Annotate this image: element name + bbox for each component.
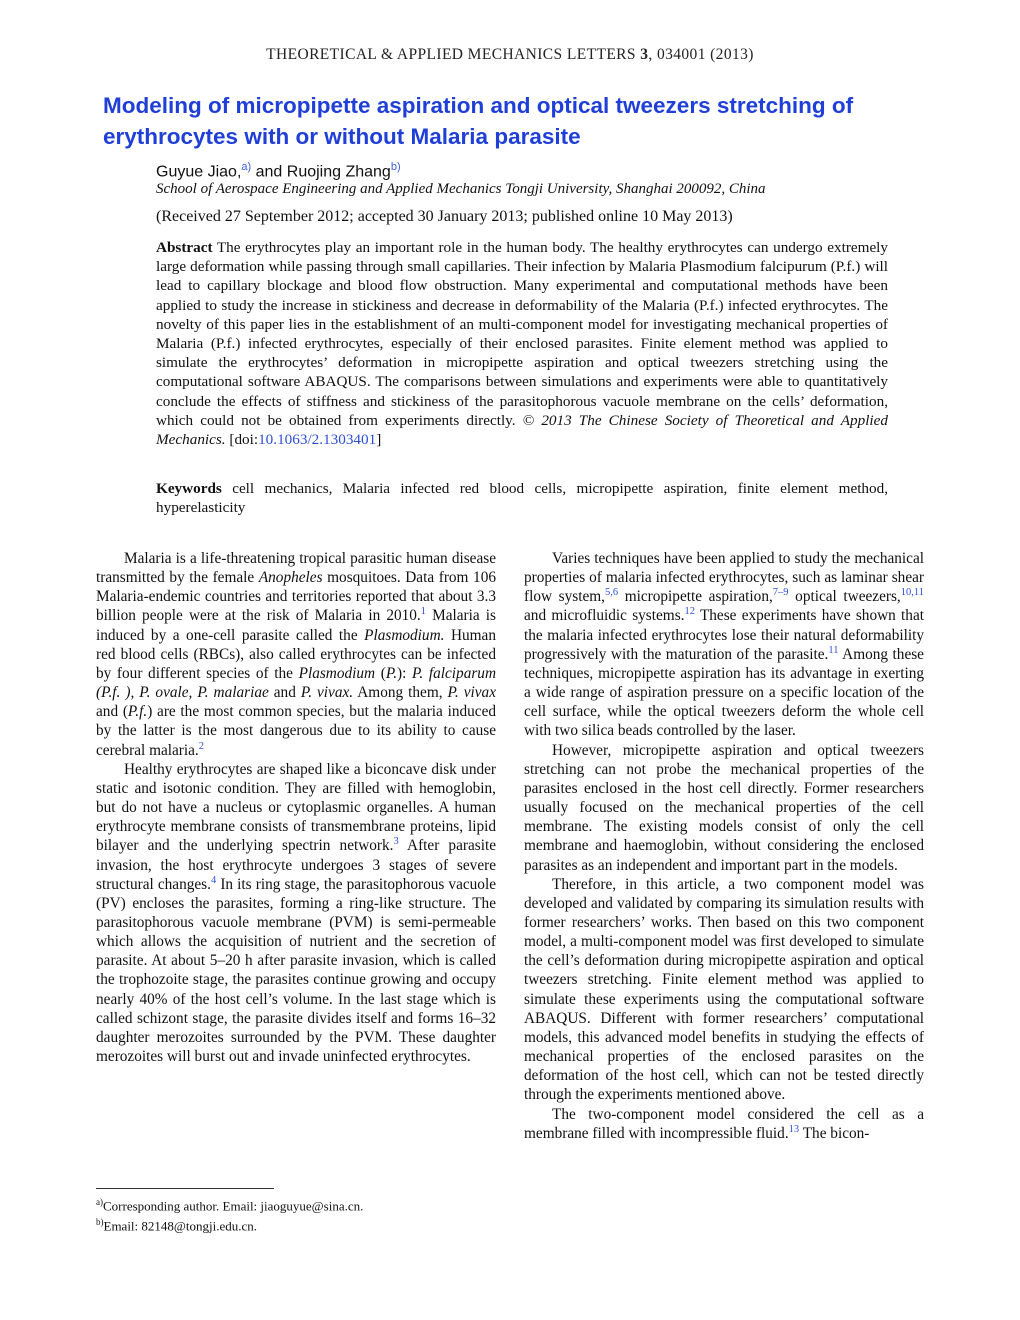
text-run: The bicon- — [799, 1124, 870, 1142]
journal-name: THEORETICAL & APPLIED MECHANICS LETTERS — [266, 46, 636, 63]
footnote-text: Email: 82148@tongji.edu.cn. — [103, 1218, 258, 1234]
right-column — [524, 549, 924, 1143]
text-run: ) are the most common species, but the malaria induced by the latter is the most dangerous due to its ability to cause cerebral malaria. — [96, 703, 497, 759]
abstract-text: The erythrocytes play an important role in the human body. The healthy erythrocytes can undergo extremely large deformation while passing through small capillaries. Their infection by Malaria Plasmodium falcipurum (P.f.) will lead to capillary blockage and blood flow obstruction. Many experimental and computational methods have been applied to study the increase in stickiness and decrease in deformability of the Malaria (P.f.) infected erythrocytes. The novelty of this paper lies in the establishment of an multi-component model for investigating mechanical properties of Malaria (P.f.) infected erythrocytes, especially of their enclosed parasites. Finite element method was applied to simulate the erythrocytes’ deformation in micropipette aspiration and optical tweezers stretching using the computational software ABAQUS. The comparisons between simulations and experiments were able to quantitatively conclude the effects of stiffness and stickiness of the parasitophorous vacuole membrane on the cells’ deformation, which could not be obtained from experiments directly. — [156, 239, 888, 429]
paragraph: Therefore, in this article, a two component model was developed and validated by comparing its simulation results with former researchers’ works. Then based on this two component model, a multi-component model was first developed to simulate the cell’s deformation during micropipette aspiration and optical tweezers stretching. Finite element method was applied to simulate these experiments using the computational software ABAQUS. Different with former researchers’ computational models, this advanced model benefits in studying the effects of mechanical properties of the enclosed parasites on the deformation of the host cell, which can not be tested directly through the experiments mentioned above. — [524, 875, 924, 1104]
copyright-line: © 2013 The Chinese Society of Theoretical and Applied Mechanics. — [156, 411, 888, 449]
paper-title: Modeling of micropipette aspiration and optical tweezers stretching of erythrocytes with or without Malaria parasite — [103, 93, 854, 149]
doi-link[interactable]: 10.1063/2.1303401 — [258, 431, 377, 449]
keywords-text: cell mechanics, Malaria infected red blood cells, micropipette aspiration, finite element method, hyperelasticity — [156, 480, 888, 517]
author-name: and Ruojing Zhang — [251, 163, 391, 181]
paragraph — [524, 1105, 924, 1143]
text-run: These experiments have shown that the malaria infected erythrocytes lose their natural deformability progressively with the maturation of the parasite. — [524, 607, 924, 663]
author-list — [156, 161, 401, 181]
paragraph — [96, 760, 496, 1067]
doi-prefix: [doi: — [225, 431, 259, 449]
text-run: Human red blood cells (RBCs), also called erythrocytes can be infected by four different species of the — [96, 626, 496, 682]
author-footnote-mark[interactable]: b) — [390, 161, 401, 173]
journal-article-number: , 034001 (2013) — [648, 46, 754, 63]
text-run: optical tweezers, — [788, 588, 901, 606]
doi-suffix: ] — [376, 431, 382, 449]
citation-link[interactable]: 11 — [828, 644, 839, 656]
author-footnote-mark[interactable]: a) — [241, 161, 252, 173]
paragraph — [96, 549, 496, 760]
text-run: Plasmodium. — [364, 626, 445, 644]
footnote-mark: b) — [96, 1217, 104, 1228]
text-run: and — [268, 684, 301, 702]
citation-link[interactable]: 12 — [684, 606, 695, 618]
text-run: P. — [385, 664, 398, 682]
keywords-label: Keywords — [156, 480, 222, 497]
journal-header — [0, 46, 1020, 64]
text-run: Malaria is a life-threatening tropical parasitic human disease transmitted by the female — [96, 550, 496, 587]
left-column — [96, 549, 496, 1066]
citation-link[interactable]: 3 — [393, 836, 399, 848]
citation-link[interactable]: 2 — [198, 740, 205, 752]
text-run: Anopheles — [258, 569, 323, 587]
footnote — [96, 1194, 363, 1214]
text-run: In its ring stage, the parasitophorous vacuole (PV) encloses the parasites, forming a ring-like structure. The parasitophorous vacuole membrane (PVM) is semi-permeable which allows the acquisition of nutrient and the secretion of parasite. At about 5–20 h after parasite invasion, which is called the trophozoite stage, the parasites continue growing and occupy nearly 40% of the host cell’s volume. In the last stage which is called schizont stage, the parasite divides itself and forms 16–32 daughter merozoites surrounded by the PVM. These daughter merozoites will burst out and invade uninfected erythrocytes. — [96, 875, 496, 1066]
citation-link[interactable]: 4 — [210, 874, 217, 886]
abstract — [156, 238, 888, 449]
author-name: Guyue Jiao, — [156, 163, 242, 181]
text-run: P.f. — [127, 703, 148, 721]
affiliation: School of Aerospace Engineering and Applied Mechanics Tongji University, Shanghai 200092, China — [156, 181, 766, 197]
paragraph: However, micropipette aspiration and optical tweezers stretching can not probe the mechanical properties of the parasites enclosed in the host cell directly. Former researchers usually focused on the mechanical properties of the cell membrane. The existing models consist of only the cell membrane and haemoglobin, without considering the enclosed parasites as an independent and important part in the models. — [524, 741, 924, 874]
text-run: Healthy erythrocytes are shaped like a biconcave disk under static and isotonic condition. They are filled with hemoglobin, but do not have a nucleus or cytoplasmic organelles. A human erythrocyte membrane consists of transmembrane proteins, lipid bilayer and the underlying spectrin network. — [96, 760, 496, 855]
text-run: P. vivax. — [300, 684, 354, 702]
citation-link[interactable]: 7–9 — [772, 587, 789, 599]
abstract-label: Abstract — [156, 239, 213, 256]
citation-link[interactable]: 1 — [420, 606, 426, 618]
text-run: Among these techniques, micropipette aspiration has its advantage in exerting a wide range of aspiration pressure on a specific location of the cell surface, while the optical tweezers deform the whole cell with two silica beads controlled by the laser. — [524, 645, 924, 740]
text-run: mosquitoes. Data from 106 Malaria-endemic countries and territories reported that about 3.3 billion people were at the risk of Malaria in 2010. — [96, 569, 496, 625]
footnote-text: Corresponding author. Email: jiaoguyue@sina.cn. — [103, 1198, 364, 1214]
text-run: and ( — [96, 703, 128, 721]
footnote — [96, 1214, 363, 1234]
text-run: Varies techniques have been applied to study the mechanical properties of malaria infected erythrocytes, such as laminar shear flow system, — [524, 550, 924, 606]
keywords — [156, 479, 888, 517]
text-run: Plasmodium — [298, 664, 376, 682]
footnote-divider — [96, 1188, 274, 1189]
citation-link[interactable]: 13 — [788, 1123, 800, 1135]
footnote-mark: a) — [96, 1197, 103, 1207]
footnotes — [96, 1194, 363, 1235]
text-run: P. falciparum (P.f. ), P. ovale, P. malariae — [96, 664, 496, 702]
text-run: After parasite invasion, the host erythrocyte undergoes 3 stages of severe structural changes. — [96, 837, 496, 893]
text-run: ( — [375, 664, 386, 682]
citation-link[interactable]: 10,11 — [900, 587, 924, 599]
text-run: The two-component model considered the cell as a membrane filled with incompressible fluid. — [524, 1105, 924, 1142]
text-run: and microfluidic systems. — [524, 607, 685, 625]
text-run: micropipette aspiration, — [618, 588, 773, 606]
journal-volume: 3 — [640, 46, 649, 63]
received-dates: (Received 27 September 2012; accepted 30 January 2013; published online 10 May 2013) — [156, 208, 733, 225]
text-run: Malaria is induced by a one-cell parasite called the — [96, 607, 496, 644]
text-run: ): — [397, 664, 413, 682]
text-run: P. vivax — [447, 684, 496, 702]
citation-link[interactable]: 5,6 — [604, 587, 619, 599]
paragraph — [524, 549, 924, 741]
text-run: Among them, — [353, 684, 448, 702]
